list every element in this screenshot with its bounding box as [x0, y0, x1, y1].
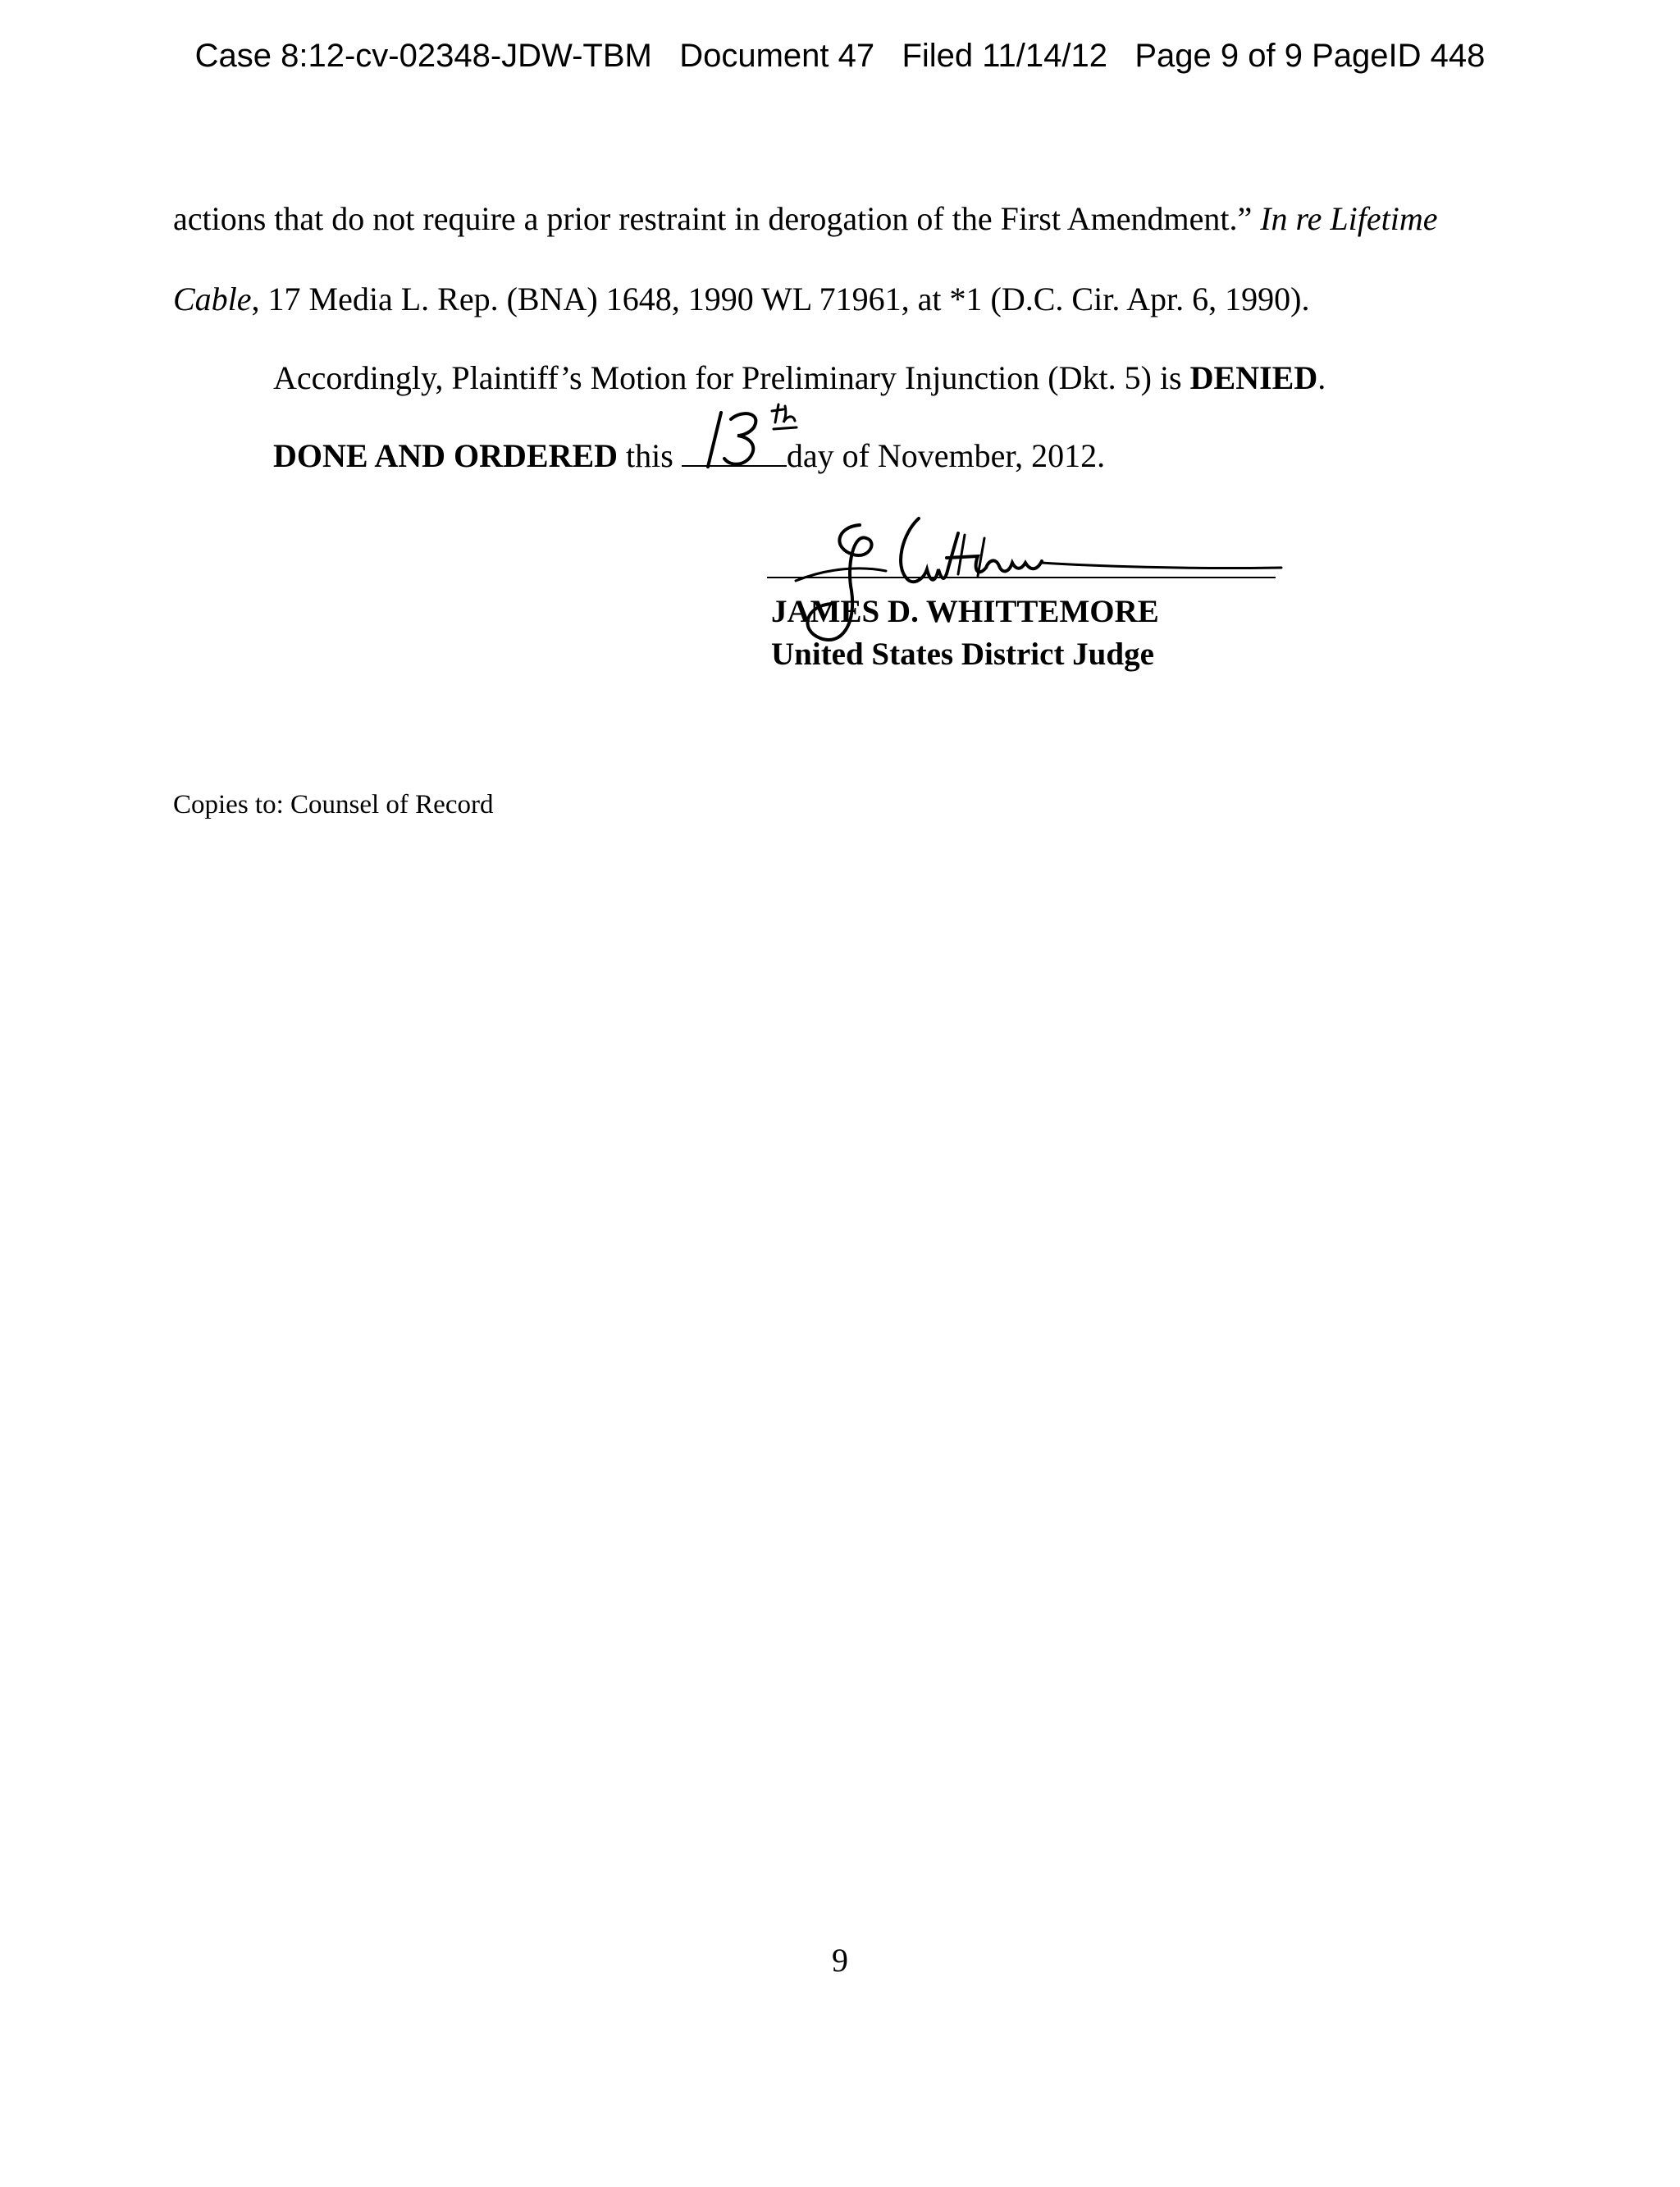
body-text: Accordingly, Plaintiff’s Motion for Preliminary Injunction (Dkt. 5) is: [273, 359, 1190, 396]
order-line: DONE AND ORDERED this day of November, 2012.: [273, 436, 1105, 476]
case-citation: In re Lifetime: [1260, 200, 1438, 237]
case-number: Case 8:12-cv-02348-JDW-TBM: [194, 38, 652, 74]
page-info: Page 9 of 9 PageID 448: [1134, 38, 1486, 74]
copies-to: Copies to: Counsel of Record: [173, 790, 494, 820]
body-line-2: [173, 280, 1309, 319]
judge-name: JAMES D. WHITTEMORE: [771, 594, 1159, 629]
date-text: day of November, 2012.: [786, 437, 1106, 474]
handwritten-day: [696, 398, 770, 472]
judge-title: United States District Judge: [771, 637, 1154, 672]
order-heading: DONE AND ORDERED: [273, 437, 619, 474]
judge-block: [771, 591, 1159, 676]
body-text: actions that do not require a prior restraint in derogation of the First Amendment.”: [173, 200, 1253, 237]
handwritten-ordinal: [770, 401, 800, 434]
case-citation: Cable: [173, 281, 252, 317]
handwritten-day-field: [682, 437, 787, 467]
ruling-text: DENIED: [1189, 359, 1318, 396]
page-number: 9: [832, 1942, 848, 1979]
body-text: , 17 Media L. Rep. (BNA) 1648, 1990 WL 71961, at *1 (D.C. Cir. Apr. 6, 1990).: [251, 281, 1310, 317]
body-line-1: [173, 199, 1437, 239]
document-number: Document 47: [679, 38, 875, 74]
case-header: [0, 33, 1680, 79]
filed-date: Filed 11/14/12: [902, 38, 1108, 74]
ruling-paragraph: Accordingly, Plaintiff’s Motion for Preliminary Injunction (Dkt. 5) is DENIED.: [273, 359, 1326, 396]
